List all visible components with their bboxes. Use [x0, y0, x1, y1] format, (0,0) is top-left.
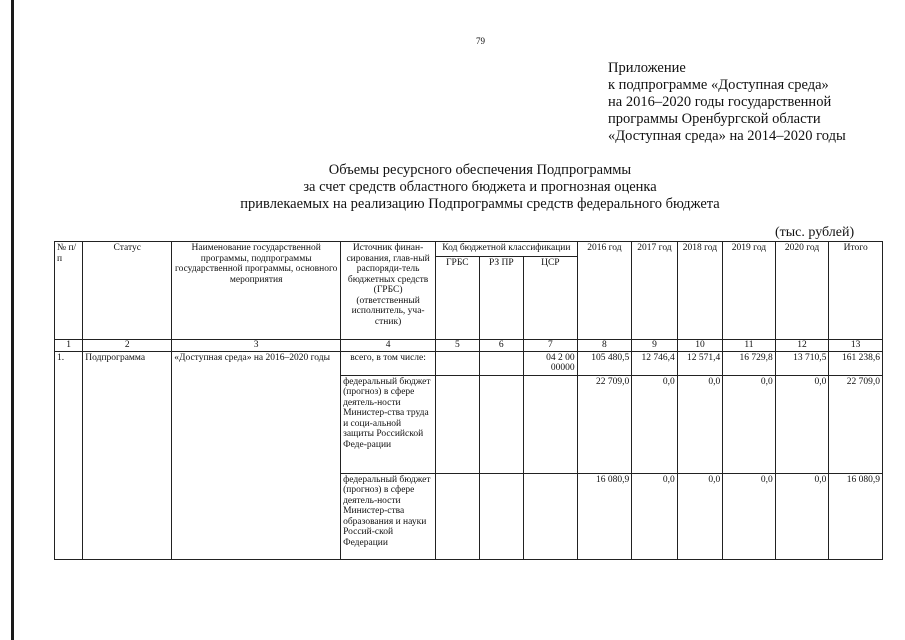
cell-source: всего, в том числе:: [341, 351, 436, 375]
cell-2016: 22 709,0: [577, 375, 632, 473]
cell-2018: 0,0: [677, 375, 722, 473]
column-number-row: [55, 340, 883, 352]
header-budget-code: Код бюджетной классификации: [436, 242, 578, 257]
column-number: 4: [341, 340, 436, 352]
cell-2016: 16 080,9: [577, 473, 632, 559]
cell-2020: 13 710,5: [775, 351, 829, 375]
column-number: 1: [55, 340, 83, 352]
column-number: 10: [677, 340, 722, 352]
appendix-note: [608, 60, 846, 145]
header-source: Источник финан-сирования, глав-ный распоряди-тель бюджетных средств (ГРБС) (ответственный исполнитель, уча-стник): [341, 242, 436, 340]
header-2020: 2020 год: [775, 242, 829, 340]
column-number: 12: [775, 340, 829, 352]
title-line: Объемы ресурсного обеспечения Подпрограммы: [328, 162, 632, 178]
cell-rzpr: [479, 375, 523, 473]
cell-2017: 12 746,4: [632, 351, 677, 375]
column-number: 3: [172, 340, 341, 352]
cell-2017: 0,0: [632, 473, 677, 559]
column-number: 2: [83, 340, 172, 352]
header-csr: ЦСР: [524, 257, 578, 340]
cell-grbs: [436, 473, 479, 559]
row-status: Подпрограмма: [83, 351, 172, 559]
cell-2019: 0,0: [723, 375, 776, 473]
cell-2018: 0,0: [677, 473, 722, 559]
cell-2019: 16 729,8: [723, 351, 776, 375]
cell-total: 161 238,6: [829, 351, 883, 375]
cell-csr: [524, 375, 578, 473]
appendix-line: к подпрограмме «Доступная среда»: [608, 77, 829, 93]
cell-2017: 0,0: [632, 375, 677, 473]
header-2018: 2018 год: [677, 242, 722, 340]
scan-edge: [11, 0, 14, 640]
cell-2018: 12 571,4: [677, 351, 722, 375]
cell-total: 16 080,9: [829, 473, 883, 559]
cell-rzpr: [479, 473, 523, 559]
appendix-line: Приложение: [608, 60, 686, 76]
cell-2019: 0,0: [723, 473, 776, 559]
cell-2020: 0,0: [775, 375, 829, 473]
table-row: [55, 351, 883, 375]
column-number: 11: [723, 340, 776, 352]
units-label: (тыс. рублей): [775, 225, 855, 240]
header-2016: 2016 год: [577, 242, 632, 340]
cell-grbs: [436, 375, 479, 473]
header-total: Итого: [829, 242, 883, 340]
header-grbs: ГРБС: [436, 257, 479, 340]
cell-csr: 04 2 00 00000: [524, 351, 578, 375]
column-number: 9: [632, 340, 677, 352]
header-status: Статус: [83, 242, 172, 340]
row-name: «Доступная среда» на 2016–2020 годы: [172, 351, 341, 559]
column-number: 7: [524, 340, 578, 352]
page-number: 79: [476, 36, 485, 46]
title-line: привлекаемых на реализацию Подпрограммы средств федерального бюджета: [240, 196, 720, 212]
column-number: 13: [829, 340, 883, 352]
cell-2020: 0,0: [775, 473, 829, 559]
cell-grbs: [436, 351, 479, 375]
document-title: [180, 162, 780, 213]
column-number: 6: [479, 340, 523, 352]
appendix-line: «Доступная среда» на 2014–2020 годы: [608, 128, 846, 144]
column-number: 8: [577, 340, 632, 352]
header-2017: 2017 год: [632, 242, 677, 340]
header-num: № п/п: [55, 242, 83, 340]
cell-csr: [524, 473, 578, 559]
column-number: 5: [436, 340, 479, 352]
cell-rzpr: [479, 351, 523, 375]
header-row: [55, 242, 883, 257]
row-num: 1.: [55, 351, 83, 559]
cell-total: 22 709,0: [829, 375, 883, 473]
cell-source: федеральный бюджет (прогноз) в сфере деятель-ности Министер-ства труда и соци-альной защиты Российской Феде-рации: [341, 375, 436, 473]
appendix-line: на 2016–2020 годы государственной: [608, 94, 832, 110]
header-name: Наименование государственной программы, подпрограммы государственной программы, основного мероприятия: [172, 242, 341, 340]
budget-table: [54, 241, 883, 560]
header-rzpr: РЗ ПР: [479, 257, 523, 340]
header-2019: 2019 год: [723, 242, 776, 340]
cell-source: федеральный бюджет (прогноз) в сфере деятель-ности Министер-ства образования и науки Россий-ской Федерации: [341, 473, 436, 559]
title-line: за счет средств областного бюджета и прогнозная оценка: [303, 179, 657, 195]
cell-2016: 105 480,5: [577, 351, 632, 375]
appendix-line: программы Оренбургской области: [608, 111, 821, 127]
